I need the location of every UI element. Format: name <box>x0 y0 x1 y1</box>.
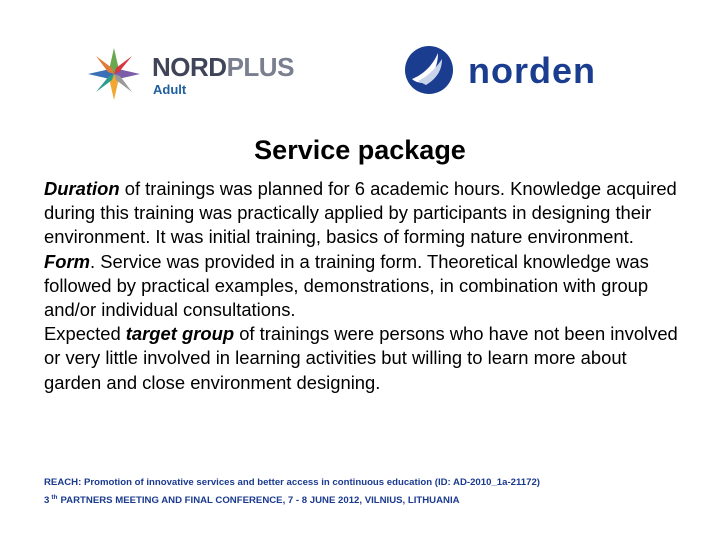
paragraph-duration: Duration of trainings was planned for 6 academic hours. Knowledge acquired during this training was practically applied by participants in designing their environment. It was initial training, basics of forming nature environment. <box>44 178 677 248</box>
nordplus-subtitle: Adult <box>153 82 187 97</box>
nordplus-star-icon <box>86 46 142 102</box>
paragraph-target-group: Expected target group of trainings were persons who have not been involved or very little involved in learning activities but willing to learn more about garden and close environment designing. <box>44 323 678 393</box>
body-text <box>44 177 684 395</box>
norden-logo <box>404 45 634 97</box>
footer <box>44 475 704 508</box>
norden-swan-icon <box>404 45 454 95</box>
nordplus-wordmark: NORDPLUS <box>152 52 294 82</box>
page-title: Service package <box>254 135 466 165</box>
paragraph-form: Form. Service was provided in a training form. Theoretical knowledge was followed by practical examples, demonstrations, in combination with group and/or individual consultations. <box>44 250 649 321</box>
footer-conference-line: 3 $^{th}$ PARTNERS MEETING AND FINAL CONFERENCE, 7 - 8 JUNE 2012, VILNIUS, LITHUANIA <box>44 494 460 506</box>
footer-project-line: REACH: Promotion of innovative services and better access in continuous education (ID: AD-2010_1a-21172) <box>44 477 540 488</box>
norden-wordmark: norden <box>468 50 596 91</box>
nordplus-adult-logo <box>86 44 316 108</box>
